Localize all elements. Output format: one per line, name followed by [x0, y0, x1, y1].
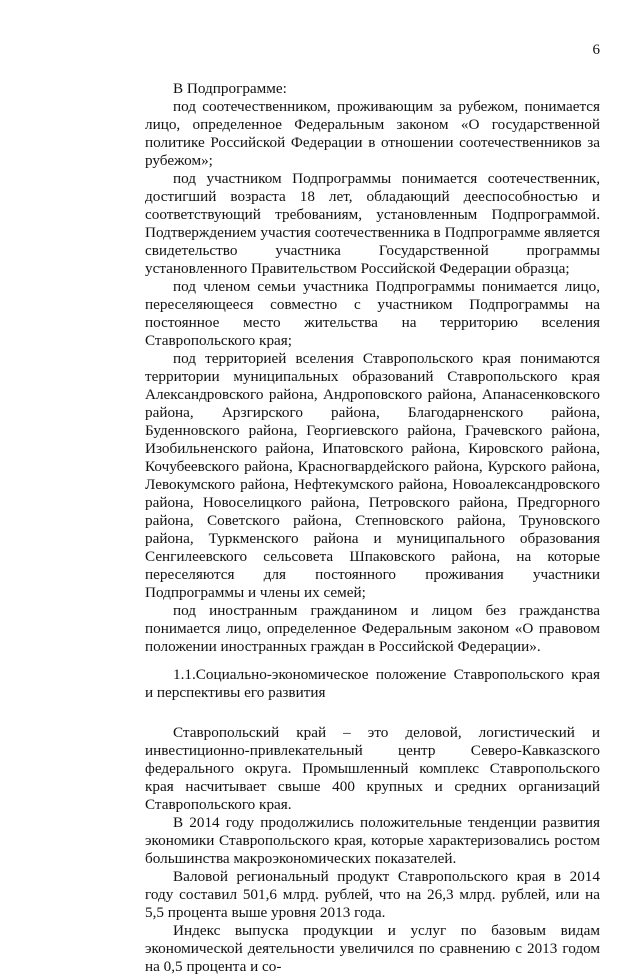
paragraph-participant-definition: под участником Подпрограммы понимается соотечественник, достигший возраста 18 лет, обладающий дееспособностью и соответствующий требованиям, установленным Подпрограммой. Подтверждением участия соотечественника в Подпрограмме является свидетельство участника Государственной программы установленного Правительством Российской Федерации образца; — [145, 170, 600, 277]
paragraph-output-index: Индекс выпуска продукции и услуг по базовым видам экономической деятельности увеличился по сравнению с 2013 годом на 0,5 процента и со- — [145, 922, 600, 975]
page-number: 6 — [592, 42, 600, 58]
section-spacer — [145, 702, 600, 724]
section-heading: 1.1.Социально-экономическое положение Ставропольского края и перспективы его развития — [145, 666, 600, 701]
paragraph-family-member-definition: под членом семьи участника Подпрограммы понимается лицо, переселяющееся совместно с участником Подпрограммы на постоянное место жительства на территорию вселения Ставропольского края; — [145, 278, 600, 349]
paragraph-grp: Валовой региональный продукт Ставропольского края в 2014 году составил 501,6 млрд. рублей, что на 26,3 млрд. рублей, или на 5,5 процента выше уровня 2013 года. — [145, 868, 600, 921]
document-body — [145, 80, 600, 976]
paragraph-territory-definition: под территорией вселения Ставропольского края понимаются территории муниципальных образований Ставропольского края Александровского района, Андроповского района, Апанасенковского района, Арзгирского района, Благодарненского района, Буденновского района, Георгиевского района, Грачевского района, Изобильненского района, Ипатовского района, Кировского района, Кочубеевского района, Красногвардейского района, Курского района, Левокумского района, Нефтекумского района, Новоалександровского района, Новоселицкого района, Петровского района, Предгорного района, Советского района, Степновского района, Труновского района, Туркменского района и муниципального образования Сенгилеевского сельсовета Шпаковского района, на которые переселяются для постоянного проживания участники Подпрограммы и члены их семей; — [145, 350, 600, 601]
paragraph-foreign-citizen-definition: под иностранным гражданином и лицом без гражданства понимается лицо, определенное Федеральным законом «О правовом положении иностранных граждан в Российской Федерации». — [145, 602, 600, 655]
paragraph-compatriot-definition: под соотечественником, проживающим за рубежом, понимается лицо, определенное Федеральным законом «О государственной политике Российской Федерации в отношении соотечественников за рубежом»; — [145, 98, 600, 169]
intro-line: В Подпрограмме: — [173, 80, 287, 97]
paragraph-region-overview: Ставропольский край – это деловой, логистический и инвестиционно-привлекательный центр Северо-Кавказского федерального округа. Промышленный комплекс Ставропольского края насчитывает свыше 400 крупных и средних организаций Ставропольского края. — [145, 724, 600, 813]
paragraph-economic-trends: В 2014 году продолжились положительные тенденции развития экономики Ставропольского края, которые характеризовались ростом большинства макроэкономических показателей. — [145, 814, 600, 867]
